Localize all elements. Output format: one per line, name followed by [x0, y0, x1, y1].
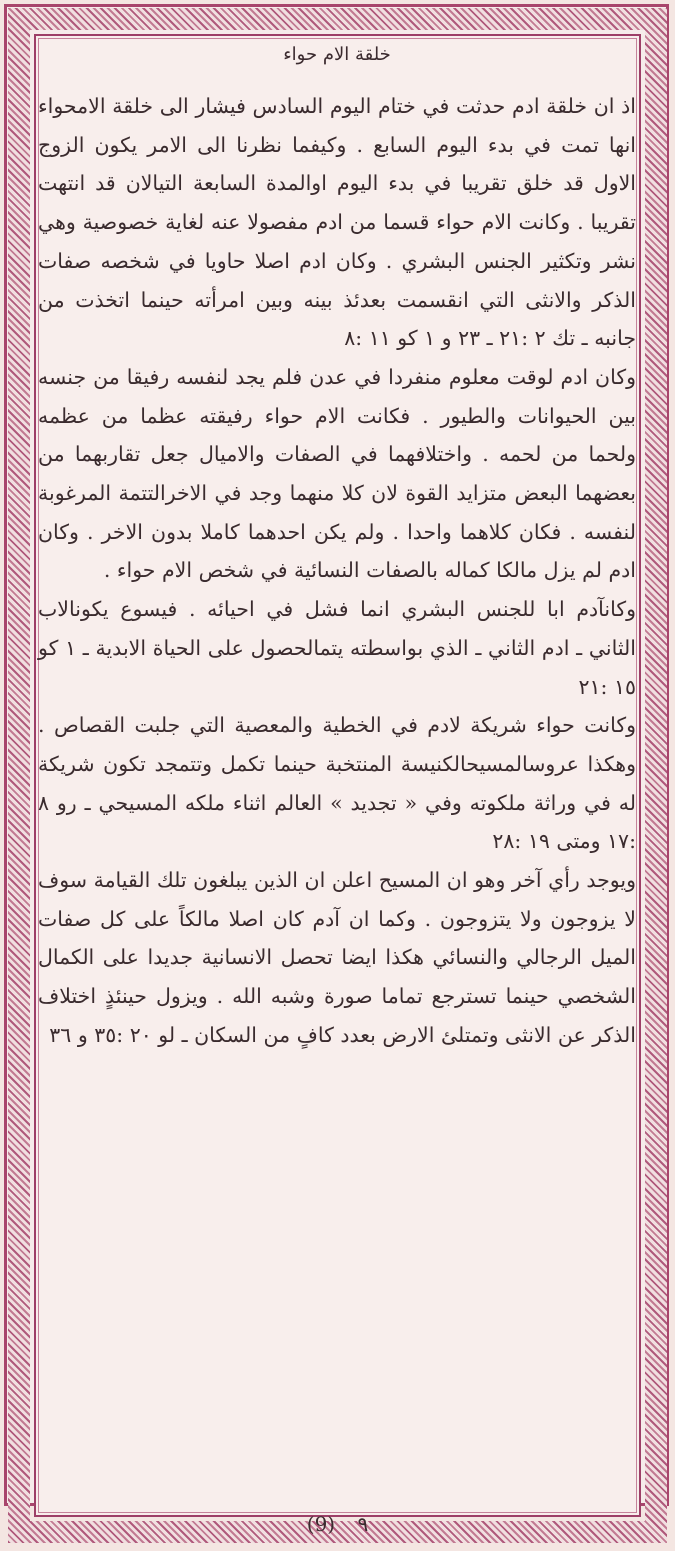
page-title: خلقة الام حواء — [283, 44, 391, 65]
page-content — [38, 44, 636, 1464]
paragraph-3: وكانآدم ابا للجنس البشري انما فشل في احيائه . فيسوع يكونالاب الثاني ـ ادم الثاني ـ الذي بواسطته يتمالحصول على الحياة الابدية ـ ١ كو ١٥ :٢١ — [38, 597, 636, 699]
page-number-arabic: ٩ — [357, 1512, 369, 1536]
paragraph-2: وكان ادم لوقت معلوم منفردا في عدن فلم يجد لنفسه رفيقا من جنسه بين الحيوانات والطيور . فكانت الام حواء رفيقته عظما من عظمه ولحما من لحمه . واختلافهما في الصفات والاميال جعل تقاربهما من بعضهما البعض متزايد القوة لان كلا منهما وجد في الاخرالتتمة المرغوبة لنفسه . فكان كلاهما واحدا . ولم يكن احدهما كاملا بدون الاخر . وكان ادم لم يزل مالكا كماله بالصفات النسائية في شخص الام حواء . — [38, 364, 636, 583]
paragraph-5: ويوجد رأي آخر وهو ان المسيح اعلن ان الذين يبلغون تلك القيامة سوف لا يزوجون ولا يتزوجون . وكما ان آدم كان اصلا مالكاً على كل صفات الميل الرجالي والنسائي هكذا ايضا تحصل الانسانية جديدا على الكمال الشخصي حينما تسترجع تماما صورة وشبه الله . ويزول حينئذٍ اختلاف الذكر عن الانثى وتمتلئ الارض بعدد كافٍ من السكان ـ لو ٢٠ :٣٥ و ٣٦ — [38, 868, 636, 1047]
paragraph-1: اذ ان خلقة ادم حدثت في ختام اليوم السادس فيشار الى خلقة الامحواء انها تمت في بدء اليوم السابع . وكيفما نظرنا الى الامر يكون الزوج الاول قد خلق تقريبا في بدء اليوم اوالمدة السابعة التيالان قد انتهت تقريبا . وكانت الام حواء قسما من ادم مفصولا عنه لغاية خصوصية وهي نشر وتكثير الجنس البشري . وكان ادم اصلا حاويا في شخصه صفات الذكر والانثى التي انقسمت بعدئذ بينه وبين امرأته حينما اتخذت من جانبه ـ تك ٢ :٢١ ـ ٢٣ و ١ كو ١١ :٨ — [38, 94, 636, 351]
page-footer — [0, 1512, 675, 1542]
page-number-latin: (9) — [306, 1512, 336, 1536]
paragraph-4: وكانت حواء شريكة لادم في الخطية والمعصية التي جلبت القصاص . وهكذا عروسالمسيحالكنيسة المنتخبة حينما تكمل وتتمجد تكون شريكة له في وراثة ملكوته وفي « تجديد » العالم اثناء ملكه المسيحي ـ رو ٨ :١٧ ومتى ١٩ :٢٨ — [38, 713, 636, 854]
